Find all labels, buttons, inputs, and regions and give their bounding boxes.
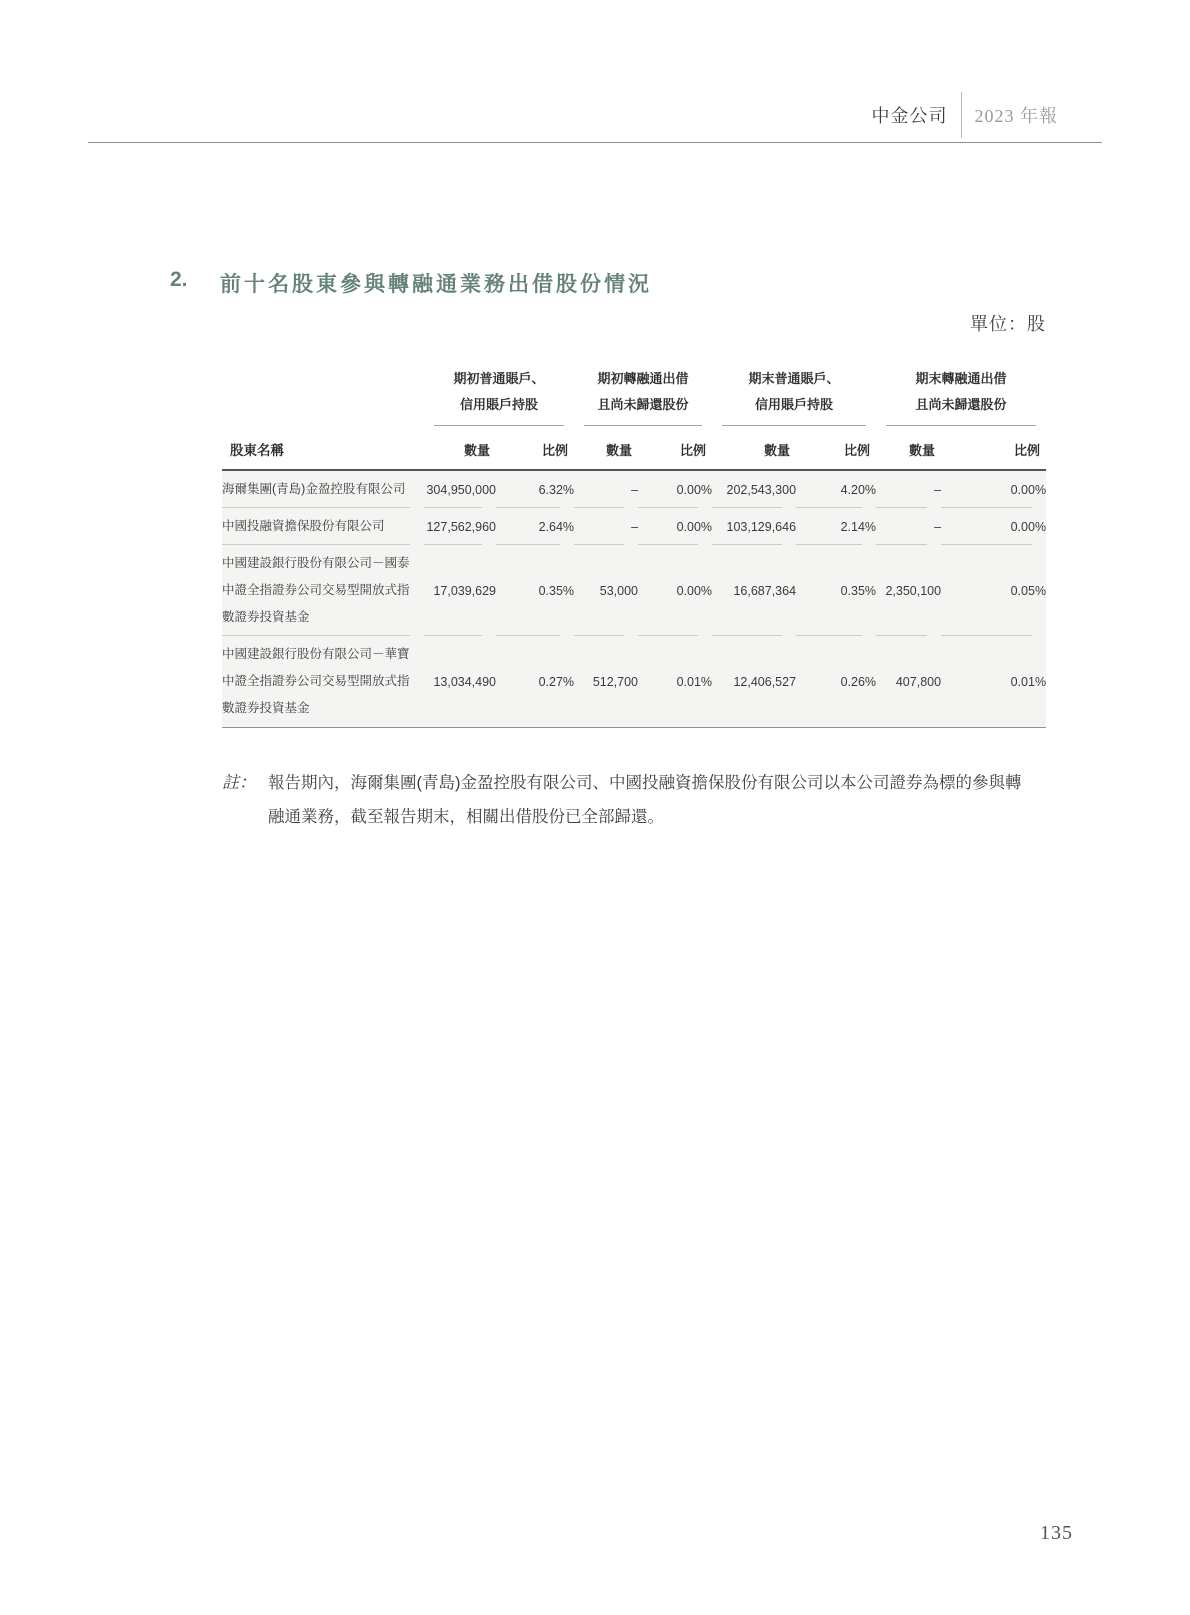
section-number: 2. [170, 268, 188, 291]
table-cell: 0.35% [496, 545, 574, 636]
table-cell: 304,950,000 [424, 470, 496, 508]
table-cell: – [574, 508, 638, 545]
table-cell: 127,562,960 [424, 508, 496, 545]
report-year: 2023 年報 [974, 106, 1058, 126]
table-cell: – [876, 508, 941, 545]
table-cell: 0.00% [941, 508, 1046, 545]
table-cell: 0.01% [638, 636, 712, 728]
header-brand [872, 92, 1059, 138]
qty-column-header: 數量 [574, 426, 638, 470]
sub-header-row [222, 426, 1046, 470]
table-row [222, 470, 1046, 508]
column-group-header: 期初普通賬戶、 信用賬戶持股 [424, 366, 574, 426]
footnote-label: 註： [222, 773, 256, 792]
column-group-header: 期初轉融通出借 且尚未歸還股份 [574, 366, 712, 426]
table-cell: 6.32% [496, 470, 574, 508]
table-cell: 53,000 [574, 545, 638, 636]
qty-column-header: 數量 [424, 426, 496, 470]
table-cell: 17,039,629 [424, 545, 496, 636]
header-divider [961, 92, 962, 138]
page-number: 135 [1040, 1522, 1073, 1544]
table-cell: 2,350,100 [876, 545, 941, 636]
shareholding-table-wrap [222, 366, 1046, 728]
column-group-header: 期末普通賬戶、 信用賬戶持股 [712, 366, 876, 426]
table-cell: 16,687,364 [712, 545, 796, 636]
name-column-header: 股東名稱 [222, 426, 424, 470]
table-row [222, 636, 1046, 728]
table-cell: 0.01% [941, 636, 1046, 728]
shareholder-name: 海爾集團(青島)金盈控股有限公司 [222, 470, 424, 508]
table-cell: 2.14% [796, 508, 876, 545]
table-cell: 0.26% [796, 636, 876, 728]
column-group-header: 期末轉融通出借 且尚未歸還股份 [876, 366, 1046, 426]
table-row [222, 545, 1046, 636]
company-name: 中金公司 [871, 106, 948, 126]
table-cell: 0.00% [638, 508, 712, 545]
table-cell: – [876, 470, 941, 508]
unit-label: 單位：股 [970, 314, 1046, 334]
section-title-text: 前十名股東參與轉融通業務出借股份情況 [220, 273, 652, 296]
qty-column-header: 數量 [712, 426, 796, 470]
pct-column-header: 比例 [941, 426, 1046, 470]
table-cell: 0.35% [796, 545, 876, 636]
footnote [222, 766, 1046, 834]
footnote-text: 報告期內，海爾集團(青島)金盈控股有限公司、中國投融資擔保股份有限公司以本公司證券為標的參與轉 融通業務，截至報告期末，相關出借股份已全部歸還。 [268, 774, 1022, 826]
table-cell: 0.00% [941, 470, 1046, 508]
table-cell: 512,700 [574, 636, 638, 728]
page-header [88, 0, 1102, 143]
group-header-spacer [222, 366, 424, 426]
table-row [222, 508, 1046, 545]
table-cell: 0.05% [941, 545, 1046, 636]
pct-column-header: 比例 [638, 426, 712, 470]
qty-column-header: 數量 [876, 426, 941, 470]
table-cell: 0.27% [496, 636, 574, 728]
pct-column-header: 比例 [796, 426, 876, 470]
table-cell: 4.20% [796, 470, 876, 508]
shareholder-name: 中國投融資擔保股份有限公司 [222, 508, 424, 545]
table-cell: 407,800 [876, 636, 941, 728]
group-header-row [222, 366, 1046, 426]
shareholder-name: 中國建設銀行股份有限公司－國泰 中證全指證券公司交易型開放式指 數證券投資基金 [222, 545, 424, 636]
table-cell: 103,129,646 [712, 508, 796, 545]
table-cell: 2.64% [496, 508, 574, 545]
table-cell: 0.00% [638, 470, 712, 508]
shareholder-name: 中國建設銀行股份有限公司－華寶 中證全指證券公司交易型開放式指 數證券投資基金 [222, 636, 424, 728]
table-cell: 12,406,527 [712, 636, 796, 728]
table-cell: 202,543,300 [712, 470, 796, 508]
table-cell: 0.00% [638, 545, 712, 636]
section-title [170, 268, 652, 298]
table-cell: 13,034,490 [424, 636, 496, 728]
table-cell: – [574, 470, 638, 508]
shareholding-table [222, 366, 1046, 728]
pct-column-header: 比例 [496, 426, 574, 470]
